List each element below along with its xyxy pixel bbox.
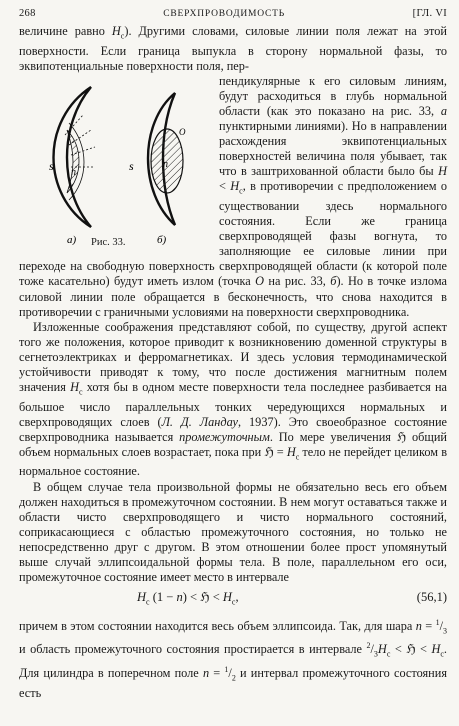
page-header: [19, 8, 447, 24]
figure-33-drawing: [19, 75, 213, 245]
label-s-left: s: [49, 158, 54, 173]
paragraph-3: В общем случае тела произвольной формы не обязательно весь его объем должен находиться в промежуточном состоянии. В нем могут оставаться также и области чисто сверхпроводящего и чисто нормального состояний, соприкасающиеся с областью промежуточного состояния, но только не непосредственно друг с другом. В этом отношении более прост упомянутый выше случай эллипсоидальной формы тела. В поле, параллельном его оси, промежуточное состояние имеет место в интервале: [19, 479, 447, 585]
paragraph-4: причем в этом состоянии находится весь объем эллипсоида. Так, для шара $n = ^1/_3$ и область промежуточного состояния простирается в интервале $^2/_3H_c$ < ℌ < $H_c$. Для цилиндра в поперечном поле $n = ^1/_2$ и интервал промежуточного состояния есть: [19, 617, 447, 700]
label-a: а): [67, 233, 77, 245]
label-b: б): [157, 233, 167, 245]
label-n-left: n: [71, 166, 76, 178]
label-o: O: [179, 126, 186, 137]
page: [19, 8, 447, 701]
label-n-right: n: [163, 158, 168, 170]
label-s-right: s: [129, 158, 134, 173]
paragraph-2: Изложенные соображения представляют собой, по существу, другой аспект того же положения, которое приводит к возникновению доменной структуры в сегнетоэлектриках и ферромагнетиках. И здесь условия термодинамической устойчивости приводят к тому, что после достижения магнитным полем значения $H_c$ хотя бы в одном месте поверхности тела последнее разбивается на большое число параллельных тонких чередующихся нормальных и сверхпроводящих слоев (Л. Д. Ландау, 1937). Это своеобразное состояние сверхпроводника называется промежуточным. По мере увеличения ℌ общий объем нормальных слоев возрастает, пока при ℌ = $H_c$ тело не перейдет целиком в нормальное состояние.: [19, 319, 447, 479]
chapter-label: [ГЛ. VI: [412, 8, 447, 19]
figure-caption: Рис. 33.: [91, 236, 126, 248]
paragraph-1-intro: величине равно $H_c$). Другими словами, силовые линии поля лежат на этой поверхности. Если граница выпукла в сторону нормальной фазы, то эквипотенциальные поверхности поля, пер-: [19, 24, 447, 73]
figure-33a: [49, 87, 95, 245]
body-text: [19, 24, 447, 701]
formula-number: (56,1): [416, 590, 447, 605]
figure-33: [19, 75, 213, 253]
paragraph-1-cont: пендикулярные к его силовым линиям, будут расходиться в глубь нормальной области (как это показано на рис. 33, а пунктирными линиями). Но в направлении расхождения эквипотенциальных поверхностей величина поля убывает, так что в заштрихованной области было бы $H < H_c$, в противоречии с предположением о существовании здесь нормального состояния. Если же граница сверхпроводящей фазы вогнута, то заполняющие ее силовые линии при переходе на свободную поверхность сверхпроводящей области (к которой поле тоже касательно) будут иметь излом (точка O на рис. 33, б). Но в точке излома силовой линии поле обращается в бесконечность, что снова находится в противоречии с граничными условиями на поверхности сверхпроводника.: [19, 73, 447, 319]
formula-expression: $H_c$ (1 − n) < ℌ < $H_c$,: [137, 590, 239, 607]
page-number: 268: [19, 8, 36, 19]
formula-56-1: [19, 585, 447, 615]
figure-33b: [129, 93, 186, 245]
running-title: СВЕРХПРОВОДИМОСТЬ: [163, 9, 286, 19]
